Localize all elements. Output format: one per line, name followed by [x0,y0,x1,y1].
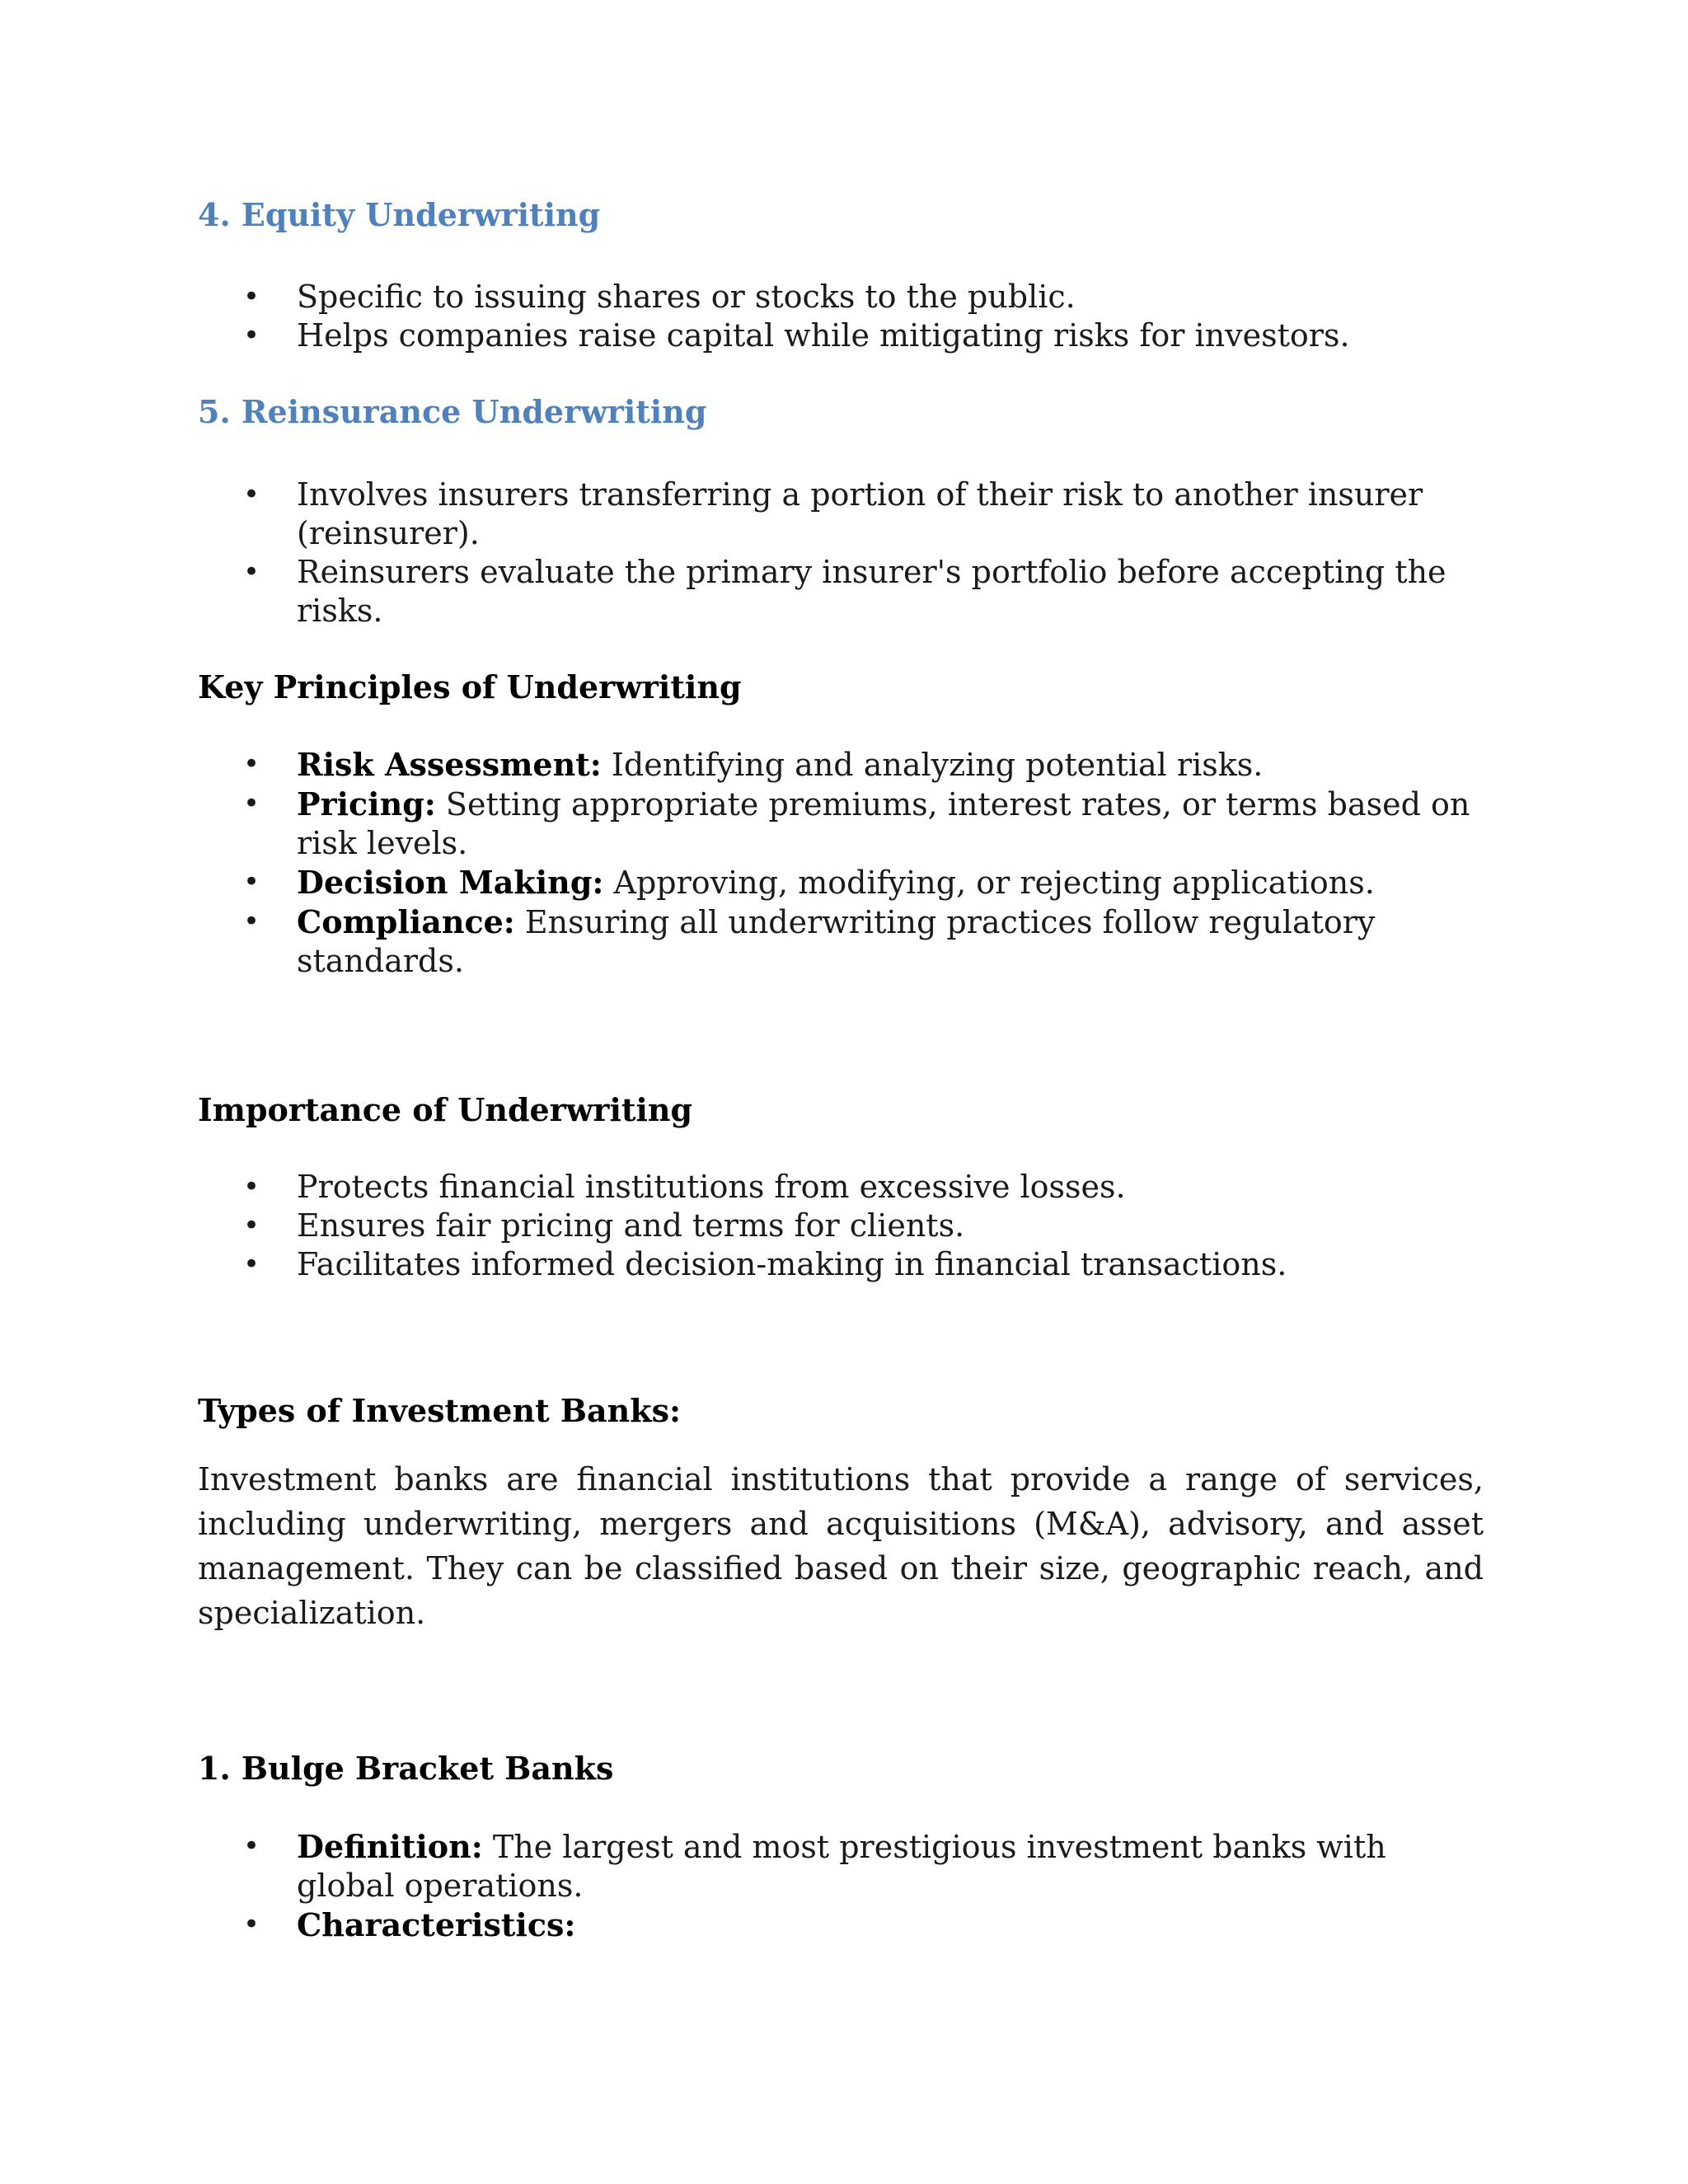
importance-list [198,1168,1484,1284]
equity-list-wrap [198,278,1484,355]
types-paragraph-wrap [198,1457,1484,1635]
bulge-heading: 1. Bulge Bracket Banks [198,1750,614,1787]
list-item: • Characteristics: [243,1906,576,1943]
equity-section [198,194,1484,236]
bullet-icon: • [243,1248,260,1281]
equity-list [198,278,1484,355]
types-paragraph: Investment banks are financial institutions that provide a range of services, including underwriting, mergers and acquisitions (M&A), advisory, and asset management. They can be classified based on their size, geographic reach, and specialization. [198,1461,1484,1631]
bullet-icon: • [243,905,260,938]
bullet-icon: • [243,748,260,780]
bullet-icon: • [243,280,260,313]
bullet-icon: • [243,787,260,820]
reinsurance-section [198,391,1484,433]
importance-heading: Importance of Underwriting [198,1091,693,1128]
bullet-icon: • [243,555,260,588]
principles-section [198,667,1484,708]
list-item: • Involves insurers transferring a portion of their risk to another insurer (reinsurer). [243,476,1423,551]
bulge-list [198,1827,1484,1945]
bullet-icon: • [243,865,260,898]
bullet-icon: • [243,1170,260,1203]
list-item: • Specific to issuing shares or stocks to the public. [243,279,1076,315]
list-item: • Decision Making: Approving, modifying, or rejecting applications. [243,864,1375,901]
list-item: • Risk Assessment: Identifying and analyzing potential risks. [243,746,1264,783]
bullet-icon: • [243,319,260,352]
bullet-icon: • [243,1908,260,1941]
principles-list [198,745,1484,981]
list-item: • Reinsurers evaluate the primary insurer's portfolio before accepting the risks. [243,554,1447,629]
list-item: • Ensures fair pricing and terms for clients. [243,1207,965,1244]
types-heading: Types of Investment Banks: [198,1392,681,1429]
reinsurance-heading: 5. Reinsurance Underwriting [198,393,707,430]
principles-heading: Key Principles of Underwriting [198,668,742,705]
bulge-list-wrap [198,1827,1484,1945]
principles-list-wrap [198,745,1484,981]
importance-section [198,1090,1484,1131]
types-section [198,1390,1484,1432]
bullet-icon: • [243,478,260,511]
list-item: • Definition: The largest and most prestigious investment banks with global operations. [243,1828,1386,1904]
list-item: • Compliance: Ensuring all underwriting practices follow regulatory standards. [243,903,1376,979]
list-item: • Helps companies raise capital while mitigating risks for investors. [243,317,1350,354]
equity-heading: 4. Equity Underwriting [198,196,601,233]
bullet-icon: • [243,1830,260,1863]
reinsurance-list [198,476,1484,630]
list-item: • Facilitates informed decision-making in financial transactions. [243,1246,1287,1282]
list-item: • Protects financial institutions from excessive losses. [243,1169,1126,1205]
bullet-icon: • [243,1209,260,1242]
list-item: • Pricing: Setting appropriate premiums, interest rates, or terms based on risk levels. [243,785,1470,861]
bulge-section [198,1748,1484,1789]
importance-list-wrap [198,1168,1484,1284]
reinsurance-list-wrap [198,476,1484,630]
